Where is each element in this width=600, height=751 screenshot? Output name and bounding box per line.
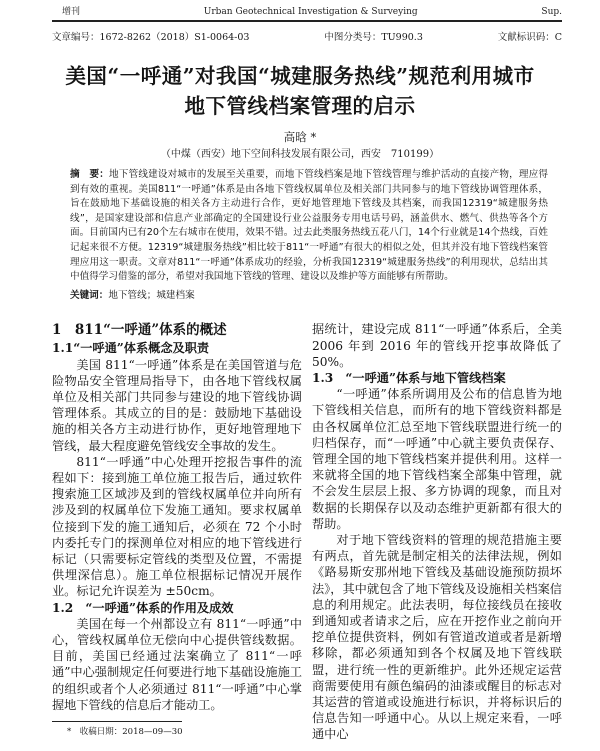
left-column [52, 321, 302, 742]
title-line-2: 地下管线档案管理的启示 [184, 94, 416, 118]
abstract [70, 168, 548, 285]
paragraph: 美国在每一个州都设立有 811“一呼通”中心，管线权属单位无偿向中心提供管线数据。目前，美国已经通过法案确立了 811“一呼通”中心强制规定任何要进行地下基础设施施工的组织或者个人必须通过 811“一呼通”中心掌握地下管线的信息后才能动工。 [52, 616, 302, 712]
keywords [70, 289, 548, 304]
section-1-1-heading: 1.1“一呼通”体系概念及职责 [52, 341, 210, 356]
running-header-issue: 增刊 [62, 7, 81, 17]
paragraph: 据统计，建设完成 811“一呼通”体系后，全美 2006 年到 2016 年的管线开挖事故降低了 50%。 [312, 322, 562, 369]
header-rule [52, 20, 562, 22]
section-1-2-heading: 1.2 “一呼通”体系的作用及成效 [52, 600, 234, 615]
article-number: 文章编号：1672-8262（2018）S1-0064-03 [52, 32, 250, 43]
author: 高晗 * [283, 130, 317, 144]
paragraph: “一呼通”体系所调用及公布的信息皆为地下管线相关信息，而所有的地下管线资料都是由各权属单位汇总至地下管线联盟进行统一的归档保存，而“一呼通”中心就主要负责保存、管理全国的地下管线档案并提供利用。这样一来就将全国的地下管线档案全部集中管理，就不会发生层层上报、多方协调的现象，而且对数据的长期保存以及动态维护更新都有很大的帮助。 [312, 387, 562, 531]
footnote: * 收稿日期：2018—09—30 [67, 727, 183, 738]
document-code: 文献标识码：C [497, 32, 562, 43]
article-meta [52, 29, 562, 43]
paragraph: 美国 811“一呼通”体系是在美国管道与危险物品安全管理局指导下，由各地下管线权属单位及相关部门共同参与建设的地下管线协调管理体系。其成立的目的是：鼓励地下基础设施的相关各方主动进行协作，更好地管理地下管线，最大程度避免管线安全事故的发生。 [52, 357, 302, 453]
title [52, 61, 562, 121]
abstract-text: 地下管线建设对城市的发展至关重要，而地下管线档案是地下管线管理与维护活动的直接产物，理应得到有效的重视。美国811“一呼通”体系是由各地下管线权属单位及相关部门共同参与的地下管线协调管理体系，旨在鼓励地下基础设施的相关各方主动进行合作，更好地管理地下管线及其档案，而我国12319“城建服务热线”，是国家建设部和信息产业部确定的全国建设行业公益服务专用电话号码，涵盖供水、燃气、供热等各个方面。目前国内已有20个左右城市在使用，效果不错。过去此类服务热线五花八门，14个行业就是14个热线，百姓记起来很不方便。12319“城建服务热线”相比较于811“一呼通”有很大的相似之处，但其并没有地下管线档案管理应用这一职责。文章对811“一呼通”体系成功的经验，分析我国12319“城建服务热线”的利用现状，总结出其中值得学习借鉴的部分，希望对我国地下管线的管理、建设以及维护等方面能够有所帮助。 [70, 169, 549, 283]
body-columns [52, 321, 562, 742]
right-column [312, 321, 562, 742]
abstract-label: 摘 要： [70, 169, 110, 180]
affiliation: （中煤（西安）地下空间科技发展有限公司，西安 710199） [160, 149, 440, 160]
running-header-sup: Sup. [541, 7, 562, 17]
classification-number: 中图分类号：TU990.3 [324, 32, 423, 43]
section-1-3-heading: 1.3 “一呼通”体系与地下管线档案 [312, 370, 506, 385]
title-line-1: 美国“一呼通”对我国“城建服务热线”规范利用城市 [65, 64, 535, 88]
section-1-heading: 1 811“一呼通”体系的概述 [52, 322, 227, 339]
footnote-rule [52, 721, 182, 722]
running-header [52, 4, 562, 20]
paragraph: 对于地下管线资料的管理的规范措施主要有两点，首先就是制定相关的法律法规，例如《路易斯安那州地下管线及基础设施预防损坏法》，其中就包含了地下管线及设施相关档案信息的利用规定。此法表明，每位接线员在接收到通知或者请求之后，应在开挖作业之前向开挖单位提供资料，例如有管道改道或者是新增移除，都必须通知到各个权属及地下管线联盟，进行统一性的更新维护。此外还规定运营商需要使用有颜色编码的油漆或醒目的标志对其运营的管道或设施进行标识，并将标识后的信息告知一呼通中心。从以上规定来看，一呼通中心 [312, 532, 562, 742]
keywords-label: 关键词： [70, 289, 109, 301]
paragraph: 811“一呼通”中心处理开挖报告事件的流程如下：接到施工单位施工报告后，通过软件搜索施工区域涉及到的管线权属单位并向所有涉及到的权属单位下发施工通知。要求权属单位接到下发的施工通知后，必须在 72 个小时内委托专门的探测单位对相应的地下管线进行标记（只需要标定管线的类型及位置，不需提供埋深信息）。施工单位根据标记情况开展作业。标记允许误差为 ±50cm。 [52, 454, 302, 599]
running-header-journal: Urban Geotechnical Investigation & Surveying [203, 7, 418, 17]
keywords-text: 地下管线；城建档案 [108, 289, 195, 301]
